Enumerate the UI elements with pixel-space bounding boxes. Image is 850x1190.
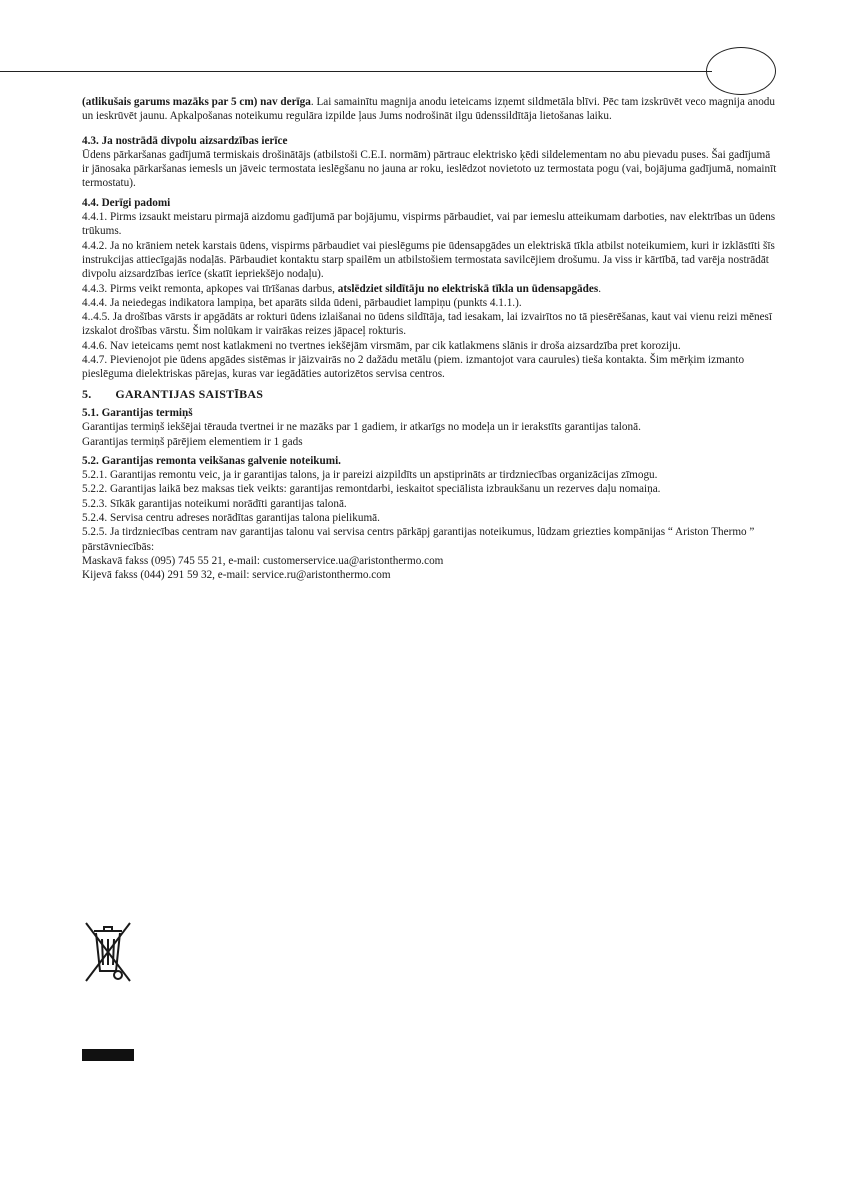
intro-paragraph bbox=[82, 95, 777, 124]
tip-4-4-3-bold: atslēdziet sildītāju no elektriskā tīkla un ūdensapgādes bbox=[337, 282, 599, 295]
tip-4-4-3-end: . bbox=[598, 282, 601, 295]
section-5-title: GARANTIJAS SAISTĪBAS bbox=[115, 386, 264, 401]
tip-4-4-4: 4.4.4. Ja neiedegas indikatora lampiņa, bet aparāts silda ūdeni, pārbaudiet lampiņu (punkts 4.1.1.). bbox=[82, 296, 522, 309]
tip-4-4-1: 4.4.1. Pirms izsaukt meistaru pirmajā aizdomu gadījumā par bojājumu, vispirms pārbaudiet, vai par iemeslu atteikumam darboties, nav elektrības un ūdens trūkums. bbox=[82, 211, 776, 238]
rule-5-2-4: 5.2.4. Servisa centru adreses norādītas garantijas talona pielikumā. bbox=[82, 512, 380, 525]
section-4-4-heading: 4.4. Derīgi padomi bbox=[82, 196, 171, 209]
section-5-2-heading: 5.2. Garantijas remonta veikšanas galvenie noteikumi. bbox=[82, 454, 341, 467]
section-4-3-text: Ūdens pārkaršanas gadījumā termiskais drošinātājs (atbilstoši C.E.I. normām) pārtrauc elektrisko ķēdi sildelementam no abu pievadu puses. Šai gadījumā ir jānosaka pārkaršanas iemesls un jāveic termostata ieslēgšanu no jauna ar roku, ieslēdzot novietoto uz termostata pogu (vai, bojājuma gadījumā, nomainīt termostatu). bbox=[82, 148, 777, 190]
tip-4-4-6: 4.4.6. Nav ieteicams ņemt nost katlakmeni no tvertnes iekšējām virsmām, par cik katlakmens slānis ir droša aizsardzība pret koroziju. bbox=[82, 339, 681, 352]
document-body bbox=[82, 95, 777, 583]
section-5-1-heading: 5.1. Garantijas termiņš bbox=[82, 406, 193, 419]
rule-5-2-2: 5.2.2. Garantijas laikā bez maksas tiek veikts: garantijas remontdarbi, ieskaitot speciālista izbraukšanu un rezerves daļu nomaiņa. bbox=[82, 483, 661, 496]
rule-5-2-1: 5.2.1. Garantijas remontu veic, ja ir garantijas talons, ja ir pareizi aizpildīts un apstiprināts ar tirdzniecības organizācijas zīmogu. bbox=[82, 469, 658, 482]
tip-4-4-3 bbox=[82, 282, 777, 296]
section-5-heading bbox=[82, 387, 777, 401]
weee-bar bbox=[82, 1049, 134, 1061]
tip-4-4-5: 4..4.5. Ja drošības vārsts ir apgādāts ar rokturi ūdens izlaišanai no ūdens sildītāja, tad iesakam, lai izvairītos no tā piesērēšanas, kaut vai vienu reizi mēnesī izskalot drošības vārstu. Šim nolūkam ir vairākas reizes jāpaceļ rokturis. bbox=[82, 311, 773, 338]
section-4-3-heading: 4.3. Ja nostrādā divpolu aizsardzības ierīce bbox=[82, 134, 288, 147]
section-5-1-text-1: Garantijas termiņš iekšējai tērauda tvertnei ir ne mazāks par 1 gadiem, ir atkarīgs no modeļa un ir ierakstīts garantijas talonā. bbox=[82, 421, 641, 434]
tip-4-4-3-text: 4.4.3. Pirms veikt remonta, apkopes vai tīrīšanas darbus, bbox=[82, 282, 338, 295]
contact-moscow: Maskavā fakss (095) 745 55 21, e-mail: customerservice.ua@aristonthermo.com bbox=[82, 554, 444, 567]
intro-text: . Lai samainītu magnija anodu ieteicams izņemt sildmetāla blīvi. Pēc tam izskrūvēt veco magnija anodu un ieskrūvēt jaunu. Apkalpošanas noteikumu regulāra izpilde ļaus Jums nodrošināt ilgu ūdenssildītāja lietošanas laiku. bbox=[82, 96, 775, 123]
tip-4-4-2: 4.4.2. Ja no krāniem netek karstais ūdens, vispirms pārbaudiet vai pieslēgums pie ūdensapgādes un elektriskā tīkla atbilst noteikumiem, kuri ir izklāstīti šīs instrukcijas attiecīgajās nodaļās. Pārbaudiet kontaktu starp spailēm un atbilstošiem termostata savilcējiem drošumu. Ja viss ir kārtībā, tad varēja nostrādāt divpolu aizsardzības ierīce (skatīt iepriekšējo nodaļu). bbox=[82, 239, 775, 281]
rule-5-2-3: 5.2.3. Sīkāk garantijas noteikumi norādīti garantijas talonā. bbox=[82, 497, 347, 510]
intro-bold: (atlikušais garums mazāks par 5 cm) nav derīga bbox=[82, 96, 311, 108]
contact-kyiv: Kijevā fakss (044) 291 59 32, e-mail: service.ru@aristonthermo.com bbox=[82, 569, 391, 582]
section-5-1-text-2: Garantijas termiņš pārējiem elementiem ir 1 gads bbox=[82, 435, 303, 448]
rule-5-2-5: 5.2.5. Ja tirdzniecības centram nav garantijas talonu vai servisa centrs pārkāpj garantijas noteikumus, lūdzam griezties kompānijas “ Ariston Thermo ” pārstāvniecībās: bbox=[82, 526, 755, 553]
page-number-oval bbox=[706, 47, 776, 95]
header-rule bbox=[0, 71, 712, 72]
tip-4-4-7: 4.4.7. Pievienojot pie ūdens apgādes sistēmas ir jāizvairās no 2 dažādu metālu (piem. izmantojot vara caurules) tieša kontakta. Šim mērķim izmanto pieslēguma dielektriskas pārejas, kuras var iegādāties autorizētos servisa centros. bbox=[82, 354, 745, 381]
crossed-bin-icon bbox=[82, 919, 134, 985]
section-5-number: 5. bbox=[82, 386, 92, 401]
